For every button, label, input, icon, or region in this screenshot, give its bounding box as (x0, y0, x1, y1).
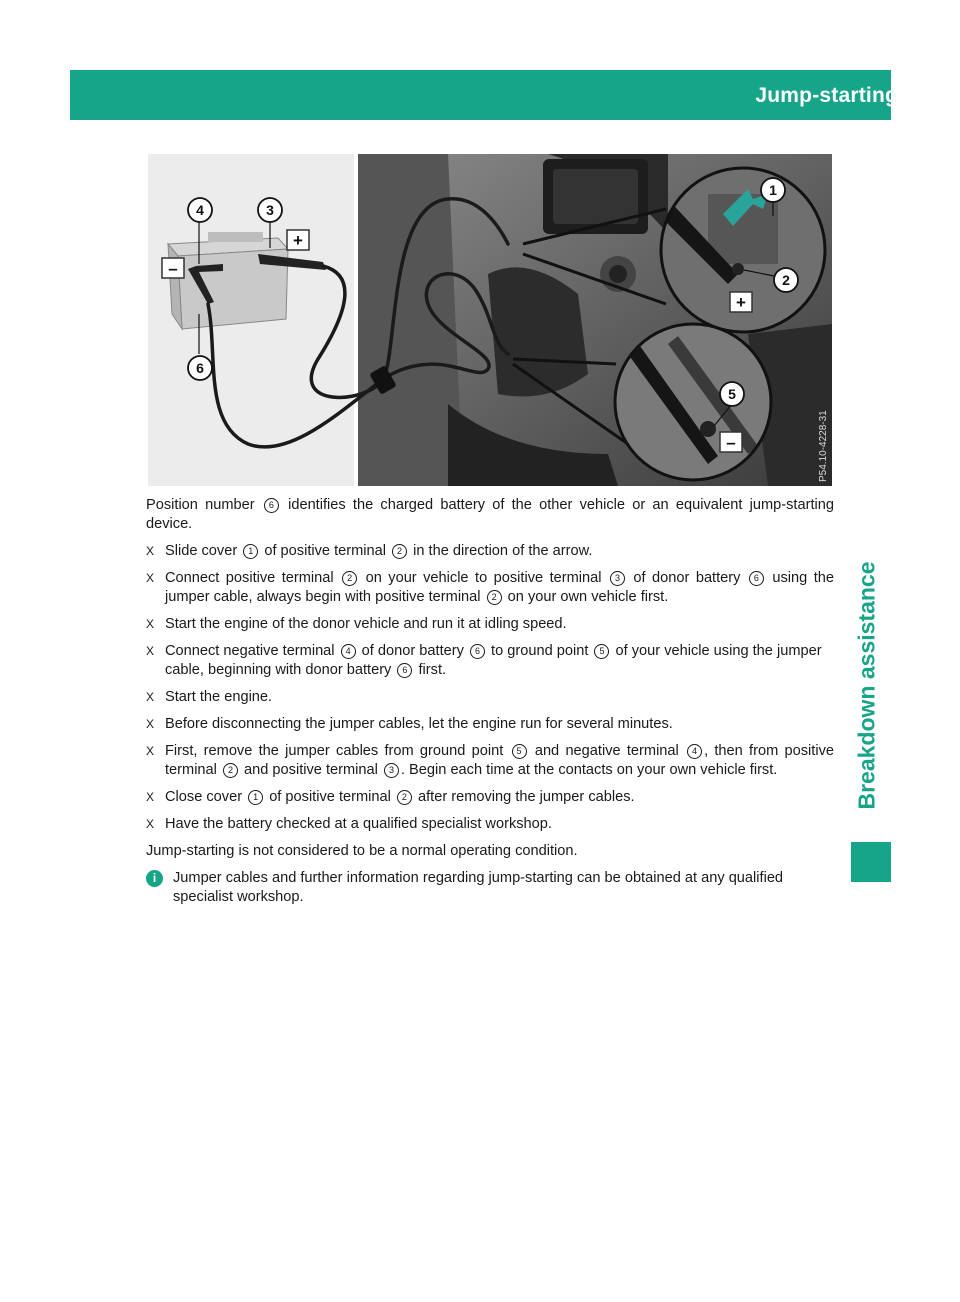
arrow-right-icon: X (146, 644, 155, 658)
svg-text:5: 5 (728, 386, 736, 402)
jump-start-illustration (148, 154, 832, 486)
page-number: 345 (915, 85, 950, 107)
arrow-right-icon: X (146, 790, 155, 804)
callout-ref: 4 (687, 744, 702, 759)
step-1: X Slide cover 1 of positive terminal 2 in the direction of the arrow. (146, 543, 593, 559)
callout-ref: 4 (341, 644, 356, 659)
svg-text:1: 1 (769, 182, 777, 198)
step-9: X Have the battery checked at a qualified specialist workshop. (146, 816, 552, 832)
instructions (146, 496, 834, 907)
step-2: X Connect positive terminal 2 on your vehicle to positive terminal 3 of donor battery 6 using the jumper cable, always begin with positive terminal 2 on your own vehicle first. (146, 570, 835, 605)
arrow-right-icon: X (146, 617, 155, 631)
svg-text:2: 2 (782, 272, 790, 288)
callout-2 (774, 268, 798, 292)
page-header (70, 70, 950, 120)
info-icon: i (146, 870, 163, 887)
svg-text:+: + (293, 231, 303, 250)
minus-marker-battery (162, 258, 184, 278)
callout-ref: 3 (384, 763, 399, 778)
svg-text:–: – (168, 259, 178, 278)
side-tab (842, 555, 892, 815)
callout-ref: 6 (470, 644, 485, 659)
svg-text:6: 6 (196, 360, 204, 376)
callout-1 (761, 178, 785, 202)
svg-text:+: + (736, 293, 746, 312)
callout-ref: 2 (392, 544, 407, 559)
side-tab-label: Breakdown assistance (853, 560, 880, 810)
step-7: X First, remove the jumper cables from ground point 5 and negative terminal 4 , then from positive terminal 2 and positive terminal 3 . Begin each time at the contacts on your own vehicle first. (146, 743, 834, 778)
callout-ref: 2 (487, 590, 502, 605)
callout-5 (720, 382, 744, 406)
arrow-right-icon: X (146, 690, 155, 704)
callout-ref: 6 (749, 571, 764, 586)
callout-ref: 1 (243, 544, 258, 559)
callout-ref: 5 (594, 644, 609, 659)
callout-ref: 2 (223, 763, 238, 778)
step-3: X Start the engine of the donor vehicle and run it at idling speed. (146, 616, 567, 632)
callout-ref: 6 (397, 663, 412, 678)
callout-3 (258, 198, 282, 222)
svg-text:3: 3 (266, 202, 274, 218)
svg-text:4: 4 (196, 202, 204, 218)
note-text: Jumper cables and further information regarding jump-starting can be obtained at any qualified specialist workshop. (173, 870, 784, 905)
plus-marker-vehicle (730, 292, 752, 312)
callout-4 (188, 198, 212, 222)
step-8: X Close cover 1 of positive terminal 2 after removing the jumper cables. (146, 789, 635, 805)
plus-marker-battery (287, 230, 309, 250)
step-4: X Connect negative terminal 4 of donor battery 6 to ground point 5 of your vehicle using the jumper cable, beginning with donor battery 6 first. (146, 643, 822, 678)
minus-marker-vehicle (720, 432, 742, 452)
svg-text:–: – (726, 433, 736, 452)
closing-paragraph: Jump-starting is not considered to be a normal operating condition. (146, 843, 578, 859)
arrow-right-icon: X (146, 571, 155, 585)
callout-ref: 6 (264, 498, 279, 513)
info-note (146, 869, 834, 907)
callout-6 (188, 356, 212, 380)
arrow-right-icon: X (146, 744, 155, 758)
step-6: X Before disconnecting the jumper cables, let the engine run for several minutes. (146, 716, 673, 732)
figure-code: P54.10-4228-31 (818, 410, 829, 482)
panel-divider (354, 154, 358, 486)
callout-ref: 2 (342, 571, 357, 586)
callout-ref: 5 (512, 744, 527, 759)
callout-ref: 3 (610, 571, 625, 586)
side-tab-marker (851, 842, 891, 882)
step-5: X Start the engine. (146, 689, 273, 705)
arrow-right-icon: X (146, 544, 155, 558)
callout-ref: 1 (248, 790, 263, 805)
intro-paragraph: Position number 6 identifies the charged battery of the other vehicle or an equivalent jump-starting device. (146, 497, 834, 532)
arrow-right-icon: X (146, 817, 155, 831)
illustration-svg (148, 154, 832, 486)
callout-ref: 2 (397, 790, 412, 805)
section-title: Jump-starting (755, 84, 898, 107)
arrow-right-icon: X (146, 717, 155, 731)
